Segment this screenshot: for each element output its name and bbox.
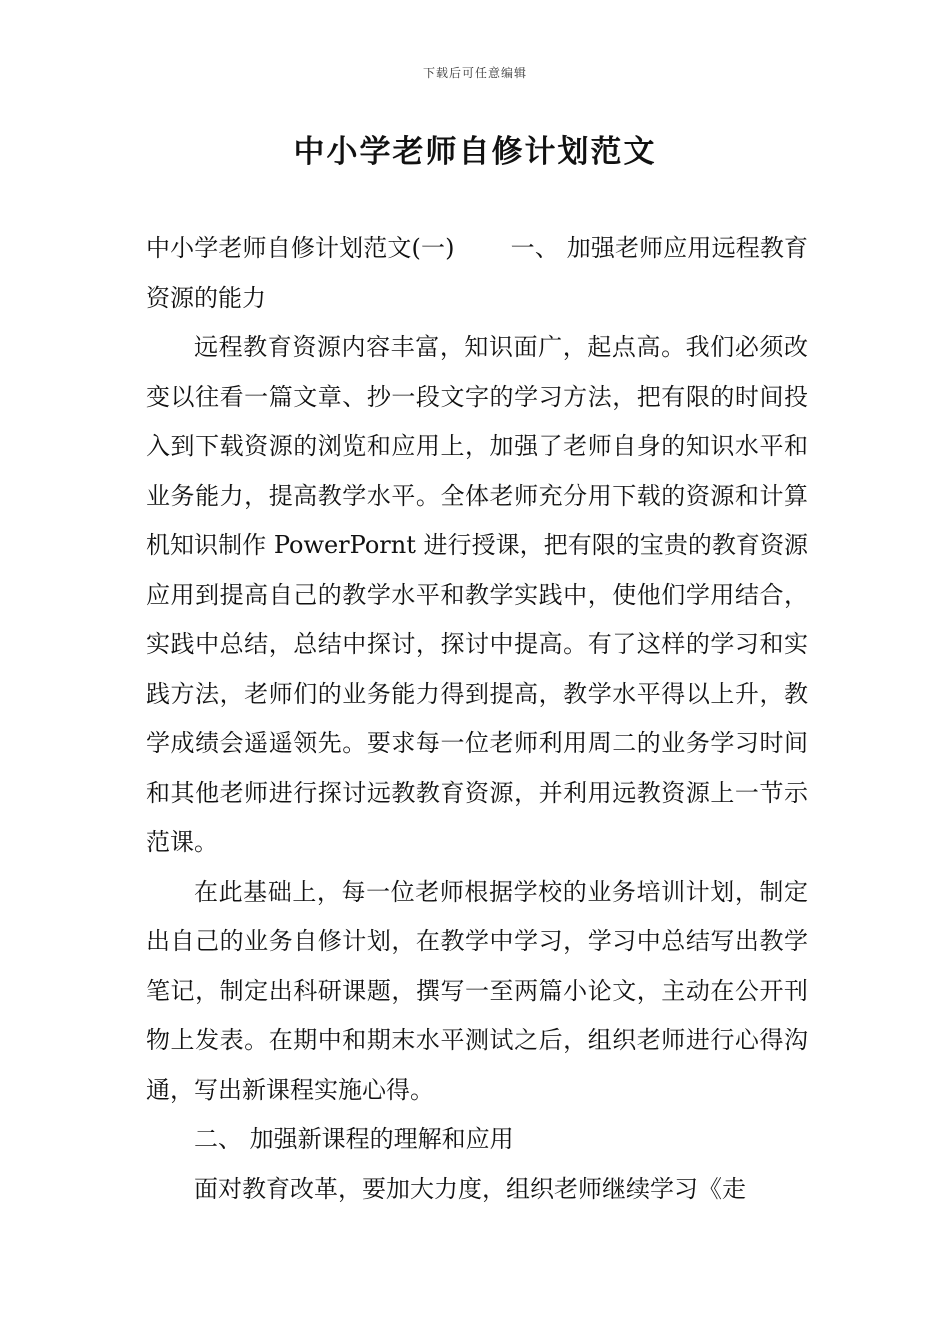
section-1-intro: 中小学老师自修计划范文(一): [146, 234, 455, 262]
paragraph-1: 远程教育资源内容丰富，知识面广，起点高。我们必须改变以往看一篇文章、抄一段文字的学习方法，把有限的时间投入到下载资源的浏览和应用上，加强了老师自身的知识水平和业务能力，提高教学水平。全体老师充分用下载的资源和计算机知识制作 PowerPornt 进行授课，把有限的宝贵的教育资源应用到提高自己的教学水平和教学实践中，使他们学用结合，实践中总结，总结中探讨，探讨中提高。有了这样的学习和实践方法，老师们的业务能力得到提高，教学水平得以上升，教学成绩会遥遥领先。要求每一位老师利用周二的业务学习时间和其他老师进行探讨远教教育资源，并利用远教资源上一节示范课。: [146, 333, 808, 856]
paragraph-2: 在此基础上，每一位老师根据学校的业务培训计划，制定出自己的业务自修计划，在教学中学习，学习中总结写出教学笔记，制定出科研课题，撰写一至两篇小论文，主动在公开刊物上发表。在期中和期末水平测试之后，组织老师进行心得沟通，写出新课程实施心得。: [146, 877, 808, 1104]
section-1-opening: [146, 224, 808, 323]
section-1-heading: 一、 加强老师应用远程教育资源的能力: [146, 234, 808, 312]
paragraph-3: 面对教育改革，要加大力度，组织老师继续学习《走: [194, 1174, 746, 1203]
section-2-heading: 二、 加强新课程的理解和应用: [194, 1125, 514, 1153]
document-title: 中小学老师自修计划范文: [293, 134, 657, 170]
header-note: 下载后可任意编辑: [422, 66, 527, 80]
document-body: [146, 224, 808, 1214]
